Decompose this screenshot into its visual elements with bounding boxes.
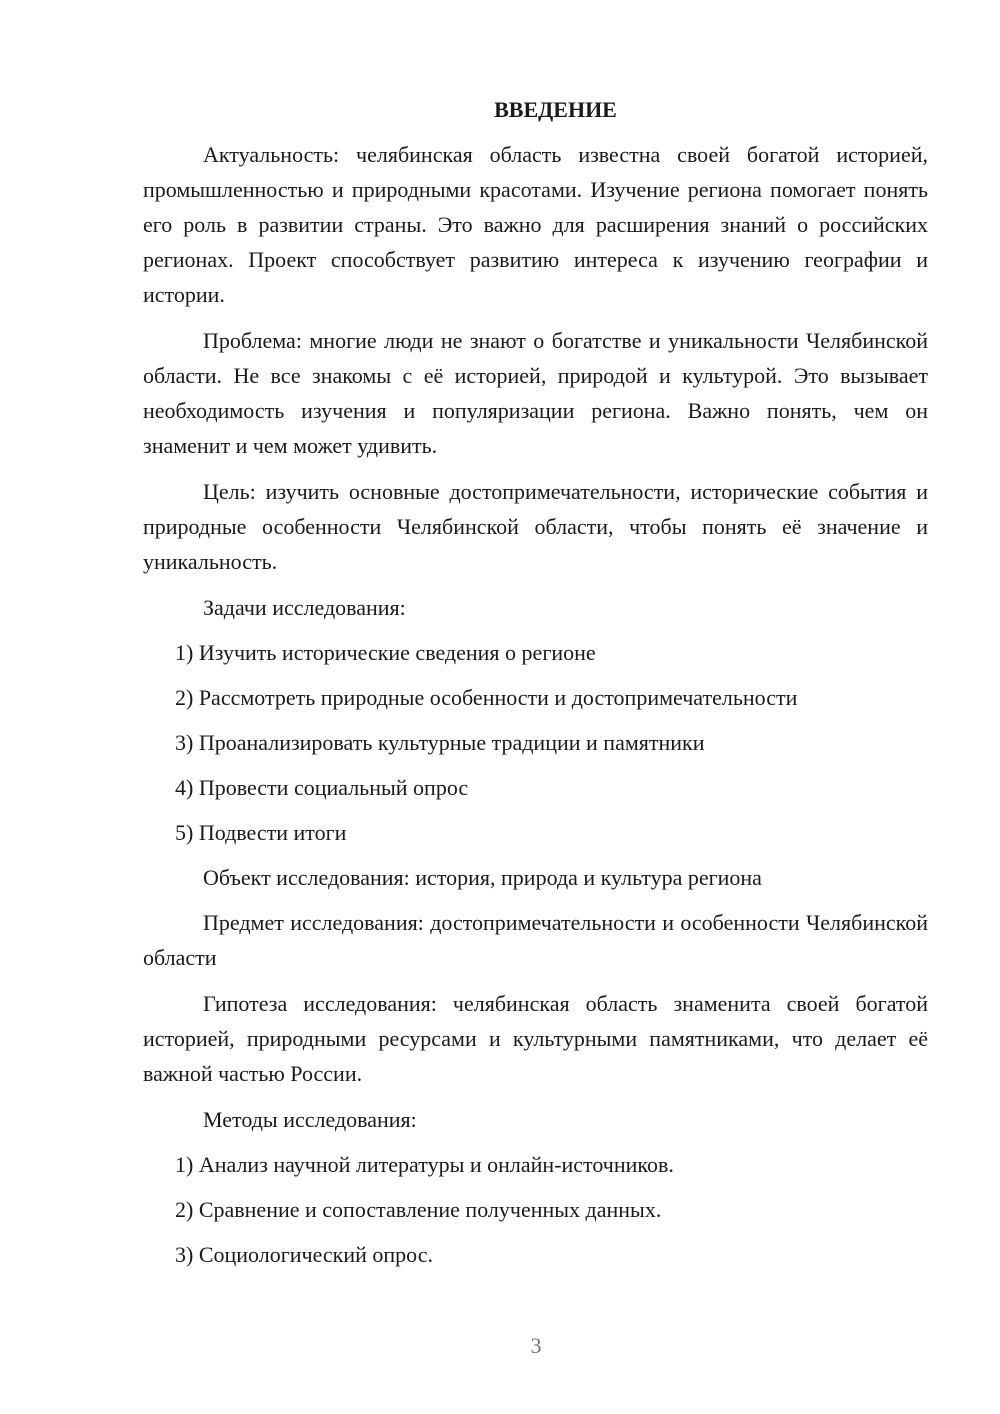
task-item: 2) Рассмотреть природные особенности и достопримечательности xyxy=(175,685,798,710)
methods-heading: Методы исследования: xyxy=(203,1107,417,1132)
task-item: 4) Провести социальный опрос xyxy=(175,775,469,800)
goal-paragraph: Цель: изучить основные достопримечательности, исторические события и природные особенности Челябинской области, чтобы понять её значение и уникальность. xyxy=(143,479,928,574)
subject-paragraph: Предмет исследования: достопримечательности и особенности Челябинской области xyxy=(143,910,928,970)
section-title: ВВЕДЕНИЕ xyxy=(494,97,617,122)
method-item: 3) Социологический опрос. xyxy=(175,1242,433,1267)
page-content xyxy=(143,92,928,1282)
tasks-heading: Задачи исследования: xyxy=(203,595,406,620)
task-item: 5) Подвести итоги xyxy=(175,820,347,845)
page-number: 3 xyxy=(530,1333,542,1358)
method-item: 1) Анализ научной литературы и онлайн-источников. xyxy=(175,1152,674,1177)
task-item: 1) Изучить исторические сведения о регионе xyxy=(175,640,596,665)
task-item: 3) Проанализировать культурные традиции и памятники xyxy=(175,730,705,755)
relevance-paragraph: Актуальность: челябинская область известна своей богатой историей, промышленностью и природными красотами. Изучение региона помогает понять его роль в развитии страны. Это важно для расширения знаний о российских регионах. Проект способствует развитию интереса к изучению географии и истории. xyxy=(143,142,928,307)
hypothesis-paragraph: Гипотеза исследования: челябинская область знаменита своей богатой историей, природными ресурсами и культурными памятниками, что делает её важной частью России. xyxy=(143,991,928,1086)
problem-paragraph: Проблема: многие люди не знают о богатстве и уникальности Челябинской области. Не все знакомы с её историей, природой и культурой. Это вызывает необходимость изучения и популяризации региона. Важно понять, чем он знаменит и чем может удивить. xyxy=(143,328,928,458)
object-paragraph: Объект исследования: история, природа и культура региона xyxy=(203,865,762,890)
method-item: 2) Сравнение и сопоставление полученных данных. xyxy=(175,1197,662,1222)
